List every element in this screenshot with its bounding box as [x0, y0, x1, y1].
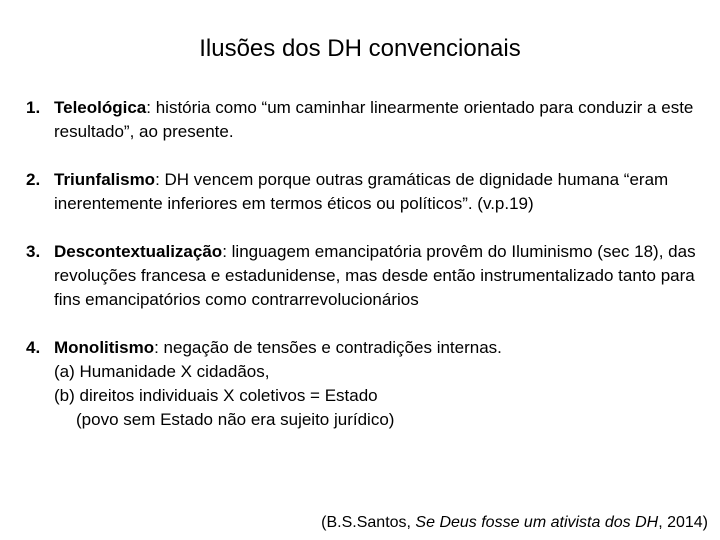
- term-label: Teleológica: [54, 98, 147, 117]
- list-number: 2.: [26, 170, 41, 189]
- list-item-monolitismo: [26, 336, 706, 432]
- subitem-a: (a) Humanidade X cidadãos,: [54, 362, 270, 381]
- citation: [321, 512, 708, 534]
- citation-suffix: , 2014): [658, 514, 708, 531]
- list-item-text: [54, 168, 706, 216]
- term-description: : DH vencem porque outras gramáticas de dignidade humana “eram inerentemente inferiores em termos éticos ou políticos”. (v.p.19): [54, 170, 669, 213]
- citation-prefix: (B.S.Santos,: [321, 514, 416, 531]
- term-label: Triunfalismo: [54, 170, 156, 189]
- slide-title: Ilusões dos DH convencionais: [199, 35, 521, 62]
- list-item-text: [54, 96, 706, 144]
- term-label: Monolitismo: [54, 338, 155, 357]
- illusions-list: [26, 96, 706, 456]
- subitem-b: (b) direitos individuais X coletivos = Estado: [54, 386, 378, 405]
- term-description: : linguagem emancipatória provêm do Iluminismo (sec 18), das revoluções francesa e estadunidense, mas desde então instrumentalizado tanto para fins emancipatórios como contrarrevolucionários: [54, 242, 696, 309]
- list-item-text: [54, 336, 706, 432]
- list-number: 3.: [26, 242, 41, 261]
- list-item-text: [54, 240, 706, 312]
- term-line: [54, 336, 706, 360]
- term-description: : negação de tensões e contradições internas.: [154, 338, 502, 357]
- list-number: 1.: [26, 98, 41, 117]
- list-item-triunfalismo: [26, 168, 706, 216]
- list-item-descontextualizacao: [26, 240, 706, 312]
- list-number: 4.: [26, 338, 41, 357]
- subitem-note: (povo sem Estado não era sujeito jurídico): [76, 410, 395, 429]
- term-label: Descontextualização: [54, 242, 223, 261]
- term-description: : história como “um caminhar linearmente orientado para conduzir a este resultado”, ao presente.: [54, 98, 694, 141]
- citation-book-title: Se Deus fosse um ativista dos DH: [415, 514, 659, 531]
- list-item-teleologica: [26, 96, 706, 144]
